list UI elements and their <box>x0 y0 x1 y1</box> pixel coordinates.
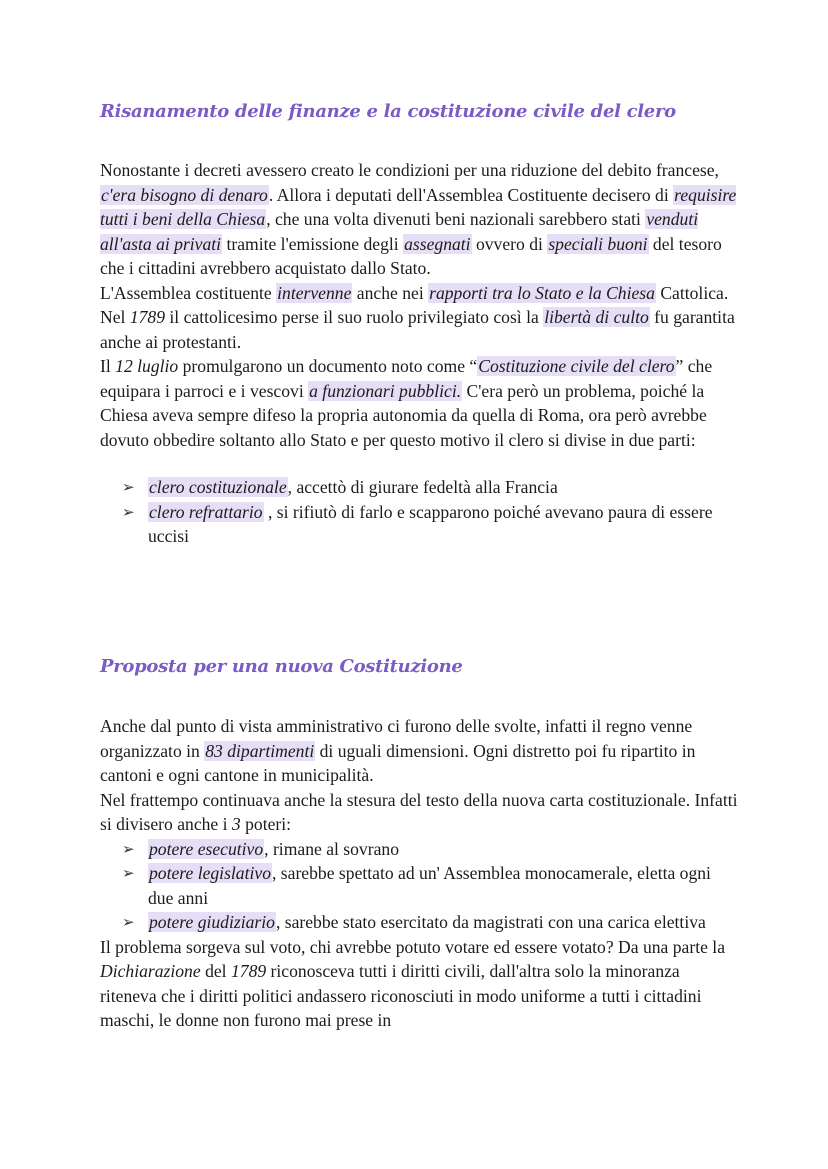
paragraph <box>100 354 740 452</box>
text-run: riconosceva tutti i diritti civili, dall'altra solo la minoranza riteneva che i diritti politici andassero riconosciuti in modo uniforme a tutti i cittadini maschi, le donne non furono mai prese in <box>100 961 702 1030</box>
text-run: fu garantita anche ai protestanti. <box>100 307 735 352</box>
highlighted-text: 83 dipartimenti <box>205 740 315 761</box>
text-run: , che una volta divenuti beni nazionali sarebbero stati <box>266 209 646 229</box>
section-body-costituzione <box>100 714 740 1033</box>
arrow-bullet-icon: ➢ <box>122 913 135 931</box>
text-run: Nonostante i decreti avessero creato le condizioni per una riduzione del debito francese, <box>100 160 719 180</box>
text-run: poteri: <box>240 814 292 834</box>
text-run: , sarebbe spettato ad un' Assemblea monocamerale, eletta ogni due anni <box>148 863 711 908</box>
highlighted-text: clero refrattario <box>149 501 263 522</box>
arrow-bullet-icon: ➢ <box>122 502 135 521</box>
highlighted-text: venduti all'asta ai privati <box>100 209 699 254</box>
text-run: il cattolicesimo perse il suo ruolo privilegiato così la <box>165 307 544 327</box>
text-run: tramite l'emissione degli <box>222 233 404 254</box>
text-run: , si rifiutò di farlo e scapparono poiché avevano paura di essere uccisi <box>148 501 713 546</box>
highlighted-text: intervenne <box>277 282 352 303</box>
list-item <box>100 500 740 549</box>
list-item <box>100 861 740 910</box>
arrow-bullet-icon: ➢ <box>122 839 135 858</box>
text-run: anche nei <box>352 282 429 303</box>
text-run: ovvero di <box>471 233 548 254</box>
highlighted-text: potere giudiziario <box>149 912 275 932</box>
highlighted-text: speciali buoni <box>548 233 648 254</box>
list-item <box>100 837 740 862</box>
text-run: C'era però un problema, poiché la Chiesa aveva sempre difeso la propria autonomia da quella di Roma, ora però avrebbe dovuto obbedire soltanto allo Stato e per questo motivo il clero si divise in due parti: <box>100 380 707 450</box>
text-run: di uguali dimensioni. Ogni distretto poi fu ripartito in cantoni e ogni cantone in municipalità. <box>100 740 696 785</box>
section-body-finanze <box>100 158 740 549</box>
list-item <box>100 475 740 500</box>
highlighted-text: c'era bisogno di denaro <box>101 184 268 205</box>
highlighted-text: a funzionari pubblici. <box>309 380 462 401</box>
text-run: del <box>200 961 231 981</box>
paragraph <box>100 935 740 1033</box>
list-item <box>100 910 740 935</box>
arrow-bullet-icon: ➢ <box>122 864 135 882</box>
highlighted-text: clero costituzionale <box>149 477 287 497</box>
paragraph <box>100 158 740 281</box>
text-run: Il <box>100 356 116 376</box>
powers-list <box>100 837 740 935</box>
paragraph <box>100 714 740 788</box>
text-run: ” che equipara i parroci e i vescovi <box>100 356 713 401</box>
text-run: del tesoro che i cittadini avrebbero acquistato dallo Stato. <box>100 233 722 278</box>
italic-text: 12 luglio <box>115 356 179 376</box>
italic-text: 1789 <box>230 961 267 981</box>
text-run: , sarebbe stato esercitato da magistrati con una carica elettiva <box>275 912 706 932</box>
italic-text: Dichiarazione <box>100 961 201 981</box>
highlighted-text: potere esecutivo <box>149 838 264 859</box>
text-run: promulgarono un documento noto come “ <box>178 356 478 376</box>
section-title-finanze: Risanamento delle finanze e la costituzione civile del clero <box>100 101 676 122</box>
text-run: Anche dal punto di vista amministrativo ci furono delle svolte, infatti il regno venne organizzato in <box>100 716 693 761</box>
highlighted-text: Costituzione civile del clero <box>478 356 675 376</box>
paragraph <box>100 281 740 355</box>
arrow-bullet-icon: ➢ <box>122 478 135 496</box>
italic-text: 3 <box>231 814 241 834</box>
clergy-division-list <box>100 475 740 549</box>
section-title-costituzione: Proposta per una nuova Costituzione <box>100 656 463 677</box>
highlighted-text: libertà di culto <box>544 307 649 327</box>
text-run: , rimane al sovrano <box>264 838 399 859</box>
highlighted-text: potere legislativo <box>149 863 271 883</box>
text-run: Il problema sorgeva sul voto, chi avrebbe potuto votare ed essere votato? Da una parte la <box>100 936 726 957</box>
highlighted-text: assegnati <box>404 233 471 254</box>
text-run: Nel frattempo continuava anche la stesura del testo della nuova carta costituzionale. Infatti si divisero anche i <box>100 789 738 834</box>
highlighted-text: requisire tutti i beni della Chiesa <box>100 184 737 229</box>
text-run: . Allora i deputati dell'Assemblea Costituente decisero di <box>268 184 674 205</box>
paragraph <box>100 788 740 837</box>
italic-text: 1789 <box>129 307 165 327</box>
text-run: , accettò di giurare fedeltà alla Francia <box>287 477 558 497</box>
text-run: Cattolica. Nel <box>100 282 729 327</box>
text-run: L'Assemblea costituente <box>100 282 277 303</box>
highlighted-text: rapporti tra lo Stato e la Chiesa <box>429 282 655 303</box>
